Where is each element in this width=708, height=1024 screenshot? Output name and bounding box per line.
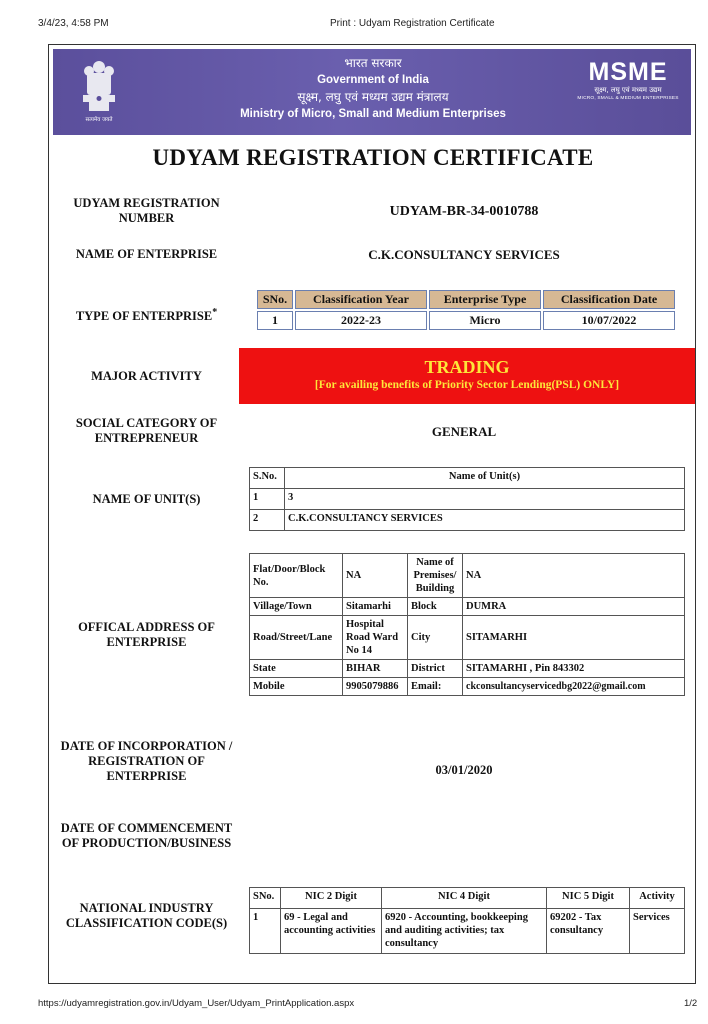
major-activity-label: MAJOR ACTIVITY xyxy=(91,369,202,383)
table-row xyxy=(250,510,685,531)
road-value: Hospital Road Ward No 14 xyxy=(343,616,408,660)
incorporation-date: 03/01/2020 xyxy=(435,763,493,777)
msme-logo-english: MICRO, SMALL & MEDIUM ENTERPRISES xyxy=(577,96,679,101)
print-timestamp: 3/4/23, 4:58 PM xyxy=(38,18,109,29)
print-url: https://udyamregistration.gov.in/Udyam_User/Udyam_PrintApplication.aspx xyxy=(38,998,355,1009)
header-sno: S.No. xyxy=(250,468,285,489)
premises-value: NA xyxy=(463,554,685,598)
units-label: NAME OF UNIT(S) xyxy=(92,492,201,506)
enterprise-name-label: NAME OF ENTERPRISE xyxy=(75,247,218,261)
mobile-label: Mobile xyxy=(250,678,343,696)
flat-value: NA xyxy=(343,554,408,598)
premises-label: Name of Premises/ Building xyxy=(408,554,463,598)
major-activity-box xyxy=(239,348,695,404)
header-nic5: NIC 5 Digit xyxy=(547,888,630,909)
cell-sno: 1 xyxy=(257,311,293,330)
english-gov-title: Government of India xyxy=(317,74,429,86)
village-value: Sitamarhi xyxy=(343,598,408,616)
incorporation-label: DATE OF INCORPORATION / REGISTRATION OF ENTERPRISE xyxy=(60,739,233,783)
header-sno: SNo. xyxy=(250,888,281,909)
cell-unit-name: C.K.CONSULTANCY SERVICES xyxy=(285,510,685,531)
national-emblem-icon xyxy=(75,57,123,127)
cell-nic2: 69 - Legal and accounting activities xyxy=(281,909,382,954)
city-value: SITAMARHI xyxy=(463,616,685,660)
nic-table xyxy=(249,887,685,954)
social-category-label: SOCIAL CATEGORY OF ENTREPRENEUR xyxy=(75,416,218,445)
cell-sno: 1 xyxy=(250,909,281,954)
table-header-row xyxy=(250,468,685,489)
banner-text xyxy=(173,55,573,123)
block-label: Block xyxy=(408,598,463,616)
email-label: Email: xyxy=(408,678,463,696)
address-table xyxy=(249,553,685,696)
table-row xyxy=(250,678,685,696)
table-header-row xyxy=(257,290,675,309)
table-row xyxy=(250,909,685,954)
activity-note: [For availing benefits of Priority Sector Lending(PSL) ONLY] xyxy=(314,379,620,391)
header-enterprise-type: Enterprise Type xyxy=(429,290,541,309)
table-row xyxy=(257,311,675,330)
emblem-caption: सत्यमेव जयते xyxy=(85,117,113,123)
msme-logo-text: MSME xyxy=(588,58,668,86)
social-category: GENERAL xyxy=(431,424,497,439)
units-table xyxy=(249,467,685,531)
header-nic4: NIC 4 Digit xyxy=(382,888,547,909)
enterprise-type-table xyxy=(255,288,677,332)
block-value: DUMRA xyxy=(463,598,685,616)
cell-sno: 1 xyxy=(250,489,285,510)
district-label: District xyxy=(408,660,463,678)
road-label: Road/Street/Lane xyxy=(250,616,343,660)
cell-nic5: 69202 - Tax consultancy xyxy=(547,909,630,954)
mobile-value: 9905079886 xyxy=(343,678,408,696)
header-nic2: NIC 2 Digit xyxy=(281,888,382,909)
cell-classification-year: 2022-23 xyxy=(295,311,427,330)
commencement-label: DATE OF COMMENCEMENT OF PRODUCTION/BUSINESS xyxy=(60,821,233,850)
hindi-ministry-title: सूक्ष्म, लघु एवं मध्यम उद्यम मंत्रालय xyxy=(297,90,449,104)
government-banner xyxy=(53,49,691,135)
village-label: Village/Town xyxy=(250,598,343,616)
enterprise-type-label: TYPE OF ENTERPRISE* xyxy=(75,307,218,324)
address-label: OFFICAL ADDRESS OF ENTERPRISE xyxy=(78,620,215,649)
nic-label: NATIONAL INDUSTRY CLASSIFICATION CODE(S) xyxy=(65,901,228,930)
city-label: City xyxy=(408,616,463,660)
state-value: BIHAR xyxy=(343,660,408,678)
english-ministry-title: Ministry of Micro, Small and Medium Enterprises xyxy=(240,108,506,120)
page-number: 1/2 xyxy=(684,998,698,1009)
major-activity: TRADING xyxy=(424,357,510,377)
state-label: State xyxy=(250,660,343,678)
table-row xyxy=(250,554,685,598)
certificate-title: UDYAM REGISTRATION CERTIFICATE xyxy=(152,145,594,170)
table-row xyxy=(250,598,685,616)
reg-number: UDYAM-BR-34-0010788 xyxy=(389,204,539,219)
reg-number-label: UDYAM REGISTRATION NUMBER xyxy=(73,196,220,225)
table-row xyxy=(250,660,685,678)
cell-activity: Services xyxy=(630,909,685,954)
cell-nic4: 6920 - Accounting, bookkeeping and auditing activities; tax consultancy xyxy=(382,909,547,954)
table-header-row xyxy=(250,888,685,909)
msme-logo xyxy=(573,59,683,103)
hindi-gov-title: भारत सरकार xyxy=(344,56,402,70)
header-sno: SNo. xyxy=(257,290,293,309)
certificate xyxy=(48,44,696,984)
flat-label: Flat/Door/Block No. xyxy=(250,554,343,598)
district-value: SITAMARHI , Pin 843302 xyxy=(463,660,685,678)
table-row xyxy=(250,489,685,510)
header-unit-name: Name of Unit(s) xyxy=(285,468,685,489)
email-value: ckconsultancyservicedbg2022@gmail.com xyxy=(463,678,685,696)
enterprise-name: C.K.CONSULTANCY SERVICES xyxy=(368,247,560,262)
asterisk: * xyxy=(212,307,218,318)
msme-logo-hindi: सूक्ष्म, लघु एवं मध्यम उद्यम xyxy=(594,86,662,94)
header-classification-date: Classification Date xyxy=(543,290,675,309)
cell-classification-date: 10/07/2022 xyxy=(543,311,675,330)
cell-sno: 2 xyxy=(250,510,285,531)
header-classification-year: Classification Year xyxy=(295,290,427,309)
cell-enterprise-type: Micro xyxy=(429,311,541,330)
cell-unit-name: 3 xyxy=(285,489,685,510)
table-row xyxy=(250,616,685,660)
print-title: Print : Udyam Registration Certificate xyxy=(330,18,495,29)
header-activity: Activity xyxy=(630,888,685,909)
